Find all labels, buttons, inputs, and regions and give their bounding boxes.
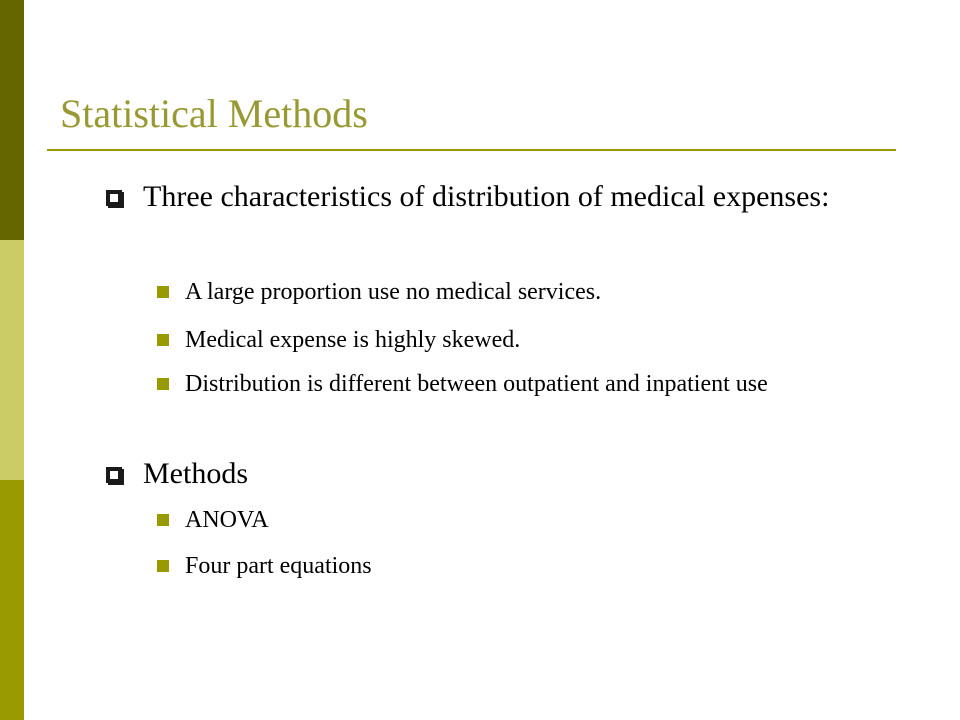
sub-bullet-item	[185, 550, 885, 582]
sub-bullet-item	[185, 368, 885, 400]
square-bullet-icon	[157, 334, 169, 346]
sub-bullet-text: A large proportion use no medical services.	[185, 279, 602, 305]
sub-bullet-item	[185, 504, 885, 536]
sub-bullet-text: Four part equations	[185, 553, 372, 579]
bullet-item	[143, 451, 883, 497]
bullet-text: Methods	[143, 457, 248, 490]
square-bullet-icon	[157, 514, 169, 526]
hollow-square-bullet-icon	[106, 467, 122, 483]
bullet-text: Three characteristics of distribution of medical expenses:	[143, 180, 830, 213]
square-bullet-icon	[157, 560, 169, 572]
hollow-square-bullet-icon	[106, 190, 122, 206]
square-bullet-icon	[157, 378, 169, 390]
bullet-item	[143, 174, 883, 220]
square-bullet-icon	[157, 286, 169, 298]
sub-bullet-item	[185, 276, 885, 308]
slide-title: Statistical Methods	[60, 91, 368, 136]
sub-bullet-item	[185, 324, 885, 356]
sub-bullet-text: Distribution is different between outpatient and inpatient use	[185, 371, 768, 397]
sub-bullet-text: Medical expense is highly skewed.	[185, 327, 521, 353]
sub-bullet-text: ANOVA	[185, 507, 269, 533]
